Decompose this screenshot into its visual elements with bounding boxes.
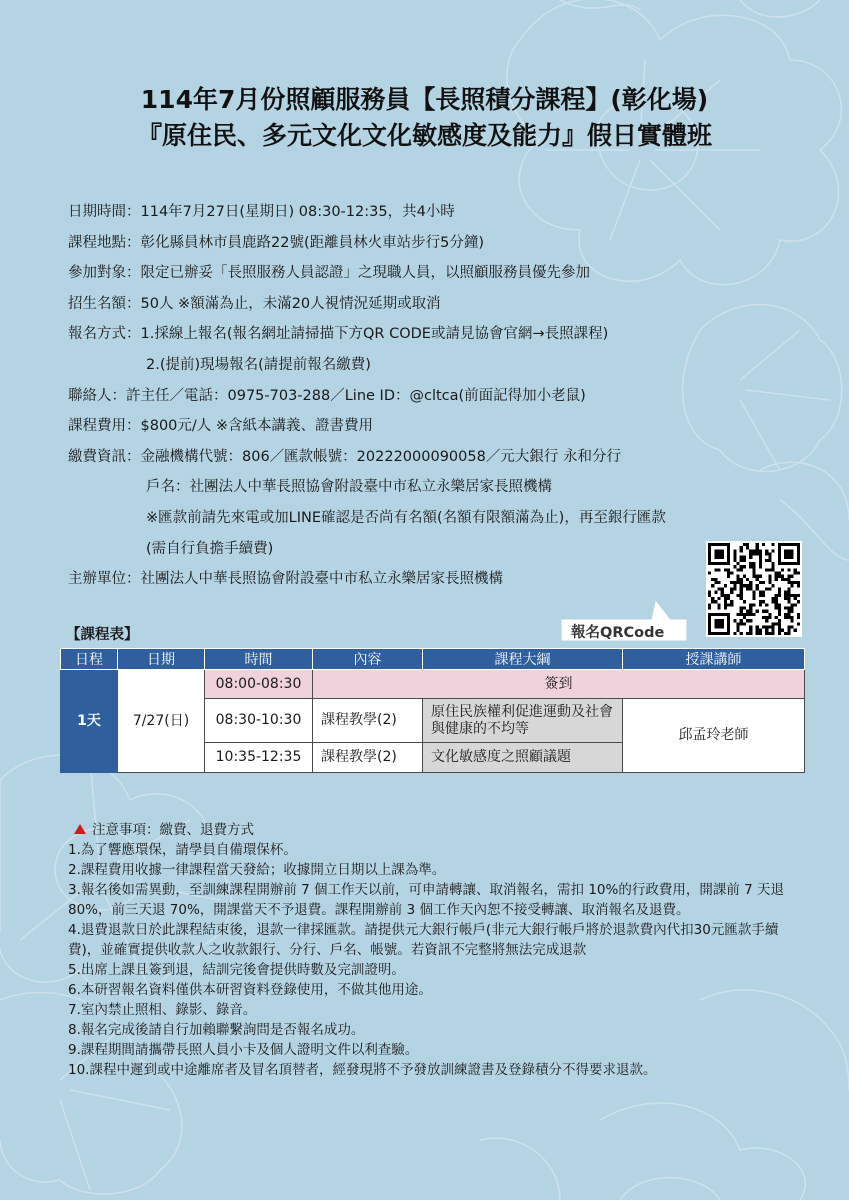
course-info (68, 200, 808, 598)
qr-label: 報名QRCode (571, 625, 665, 641)
info-location: 課程地點：彰化縣員林市員鹿路22號(距離員林火車站步行5分鐘) (68, 234, 484, 251)
content-cell: 課程教學(2) (313, 743, 423, 773)
time-cell: 10:35-12:35 (205, 743, 313, 773)
info-fee: 課程費用：$800元/人 ※含紙本講義、證書費用 (68, 418, 374, 435)
info-payment-1: 繳費資訊：金融機構代號：806／匯款帳號：20222000090058／元大銀行 永和分行 (68, 448, 621, 465)
note-item: 8.報名完成後請自行加賴聯繫詢問是否報名成功。 (68, 1022, 365, 1038)
note-item: 10.課程中遲到或中途離席者及冒名頂替者，經發現將不予發放訓練證書及登錄積分不得要求退款。 (68, 1062, 657, 1078)
note-item: 5.出席上課且簽到退，結訓完後會提供時數及完訓證明。 (68, 962, 405, 978)
header-teacher: 授課講師 (623, 649, 805, 670)
note-item: 2.課程費用收據一律課程當天發給；收據開立日期以上課為準。 (68, 862, 446, 878)
notes-heading: 注意事項：繳費、退費方式 (68, 820, 808, 840)
note-item: 1.為了響應環保，請學員自備環保杯。 (68, 842, 297, 858)
table-row (61, 670, 805, 699)
schedule-table (60, 648, 805, 773)
qr-code-icon[interactable] (706, 541, 802, 637)
info-contact: 聯絡人：許主任／電話：0975-703-288／Line ID：@cltca(前面記得加小老鼠) (68, 387, 586, 404)
teacher-cell: 邱孟玲老師 (623, 699, 805, 773)
header-day: 日程 (61, 649, 118, 670)
header-time: 時間 (205, 649, 313, 670)
info-audience: 參加對象：限定已辦妥「長照服務人員認證」之現職人員，以照顧服務員優先參加 (68, 265, 590, 282)
day-cell: 1天 (61, 670, 118, 773)
info-register-2: 2.(提前)現場報名(請提前報名繳費) (146, 356, 371, 373)
schedule-header-row (61, 649, 805, 670)
note-item: 7.室內禁止照相、錄影、錄音。 (68, 1002, 257, 1018)
signin-cell: 簽到 (313, 670, 805, 699)
info-organizer: 主辦單位：社團法人中華長照協會附設臺中市私立永樂居家長照機構 (68, 571, 503, 588)
notes-section (68, 820, 808, 1080)
info-quota: 招生名額：50人 ※額滿為止，未滿20人視情況延期或取消 (68, 295, 441, 312)
warning-triangle-icon (74, 824, 86, 834)
date-cell: 7/27(日) (118, 670, 205, 773)
page-title: 114年7月份照顧服務員【長照積分課程】(彰化場) (140, 85, 709, 114)
page-subtitle: 『原住民、多元文化文化敏感度及能力』假日實體班 (136, 121, 712, 150)
content-cell: 課程教學(2) (313, 699, 423, 743)
info-register-1: 報名方式：1.採線上報名(報名網址請掃描下方QR CODE或請見協會官網→長照課程) (68, 326, 609, 343)
time-cell: 08:30-10:30 (205, 699, 313, 743)
info-payment-2: 戶名：社團法人中華長照協會附設臺中市私立永樂居家長照機構 (146, 479, 552, 496)
header-outline: 課程大綱 (423, 649, 623, 670)
note-item: 6.本研習報名資料僅供本研習資料登錄使用，不做其他用途。 (68, 982, 432, 998)
outline-cell: 原住民族權利促進運動及社會與健康的不均等 (423, 699, 623, 743)
header-content: 內容 (313, 649, 423, 670)
note-item: 9.課程期間請攜帶長照人員小卡及個人證明文件以利查驗。 (68, 1042, 419, 1058)
info-payment-3: ※匯款前請先來電或加LINE確認是否尚有名額(名額有限額滿為止)，再至銀行匯款 (146, 509, 666, 526)
note-item: 3.報名後如需異動，至訓練課程開辦前 7 個工作天以前，可申請轉讓、取消報名，需扣 10%的行政費用，開課前 7 天退 80%，前三天退 70%，開課當天不予退費。課程開辦前 3 個工作天內恕不接受轉讓、取消報名及退費。 (68, 882, 785, 918)
time-cell: 08:00-08:30 (205, 670, 313, 699)
header-date: 日期 (118, 649, 205, 670)
info-date: 日期時間：114年7月27日(星期日) 08:30-12:35，共4小時 (68, 204, 455, 220)
info-payment-4: (需自行負擔手續費) (146, 540, 274, 557)
outline-cell: 文化敏感度之照顧議題 (423, 743, 623, 773)
note-item: 4.退費退款日於此課程結束後，退款一律採匯款。請提供元大銀行帳戶(非元大銀行帳戶將於退款費內代扣30元匯款手續費)，並確實提供收款人之收款銀行、分行、戶名、帳號。若資訊不完整將無法完成退款 (68, 922, 779, 958)
schedule-heading: 【課程表】 (66, 627, 139, 643)
